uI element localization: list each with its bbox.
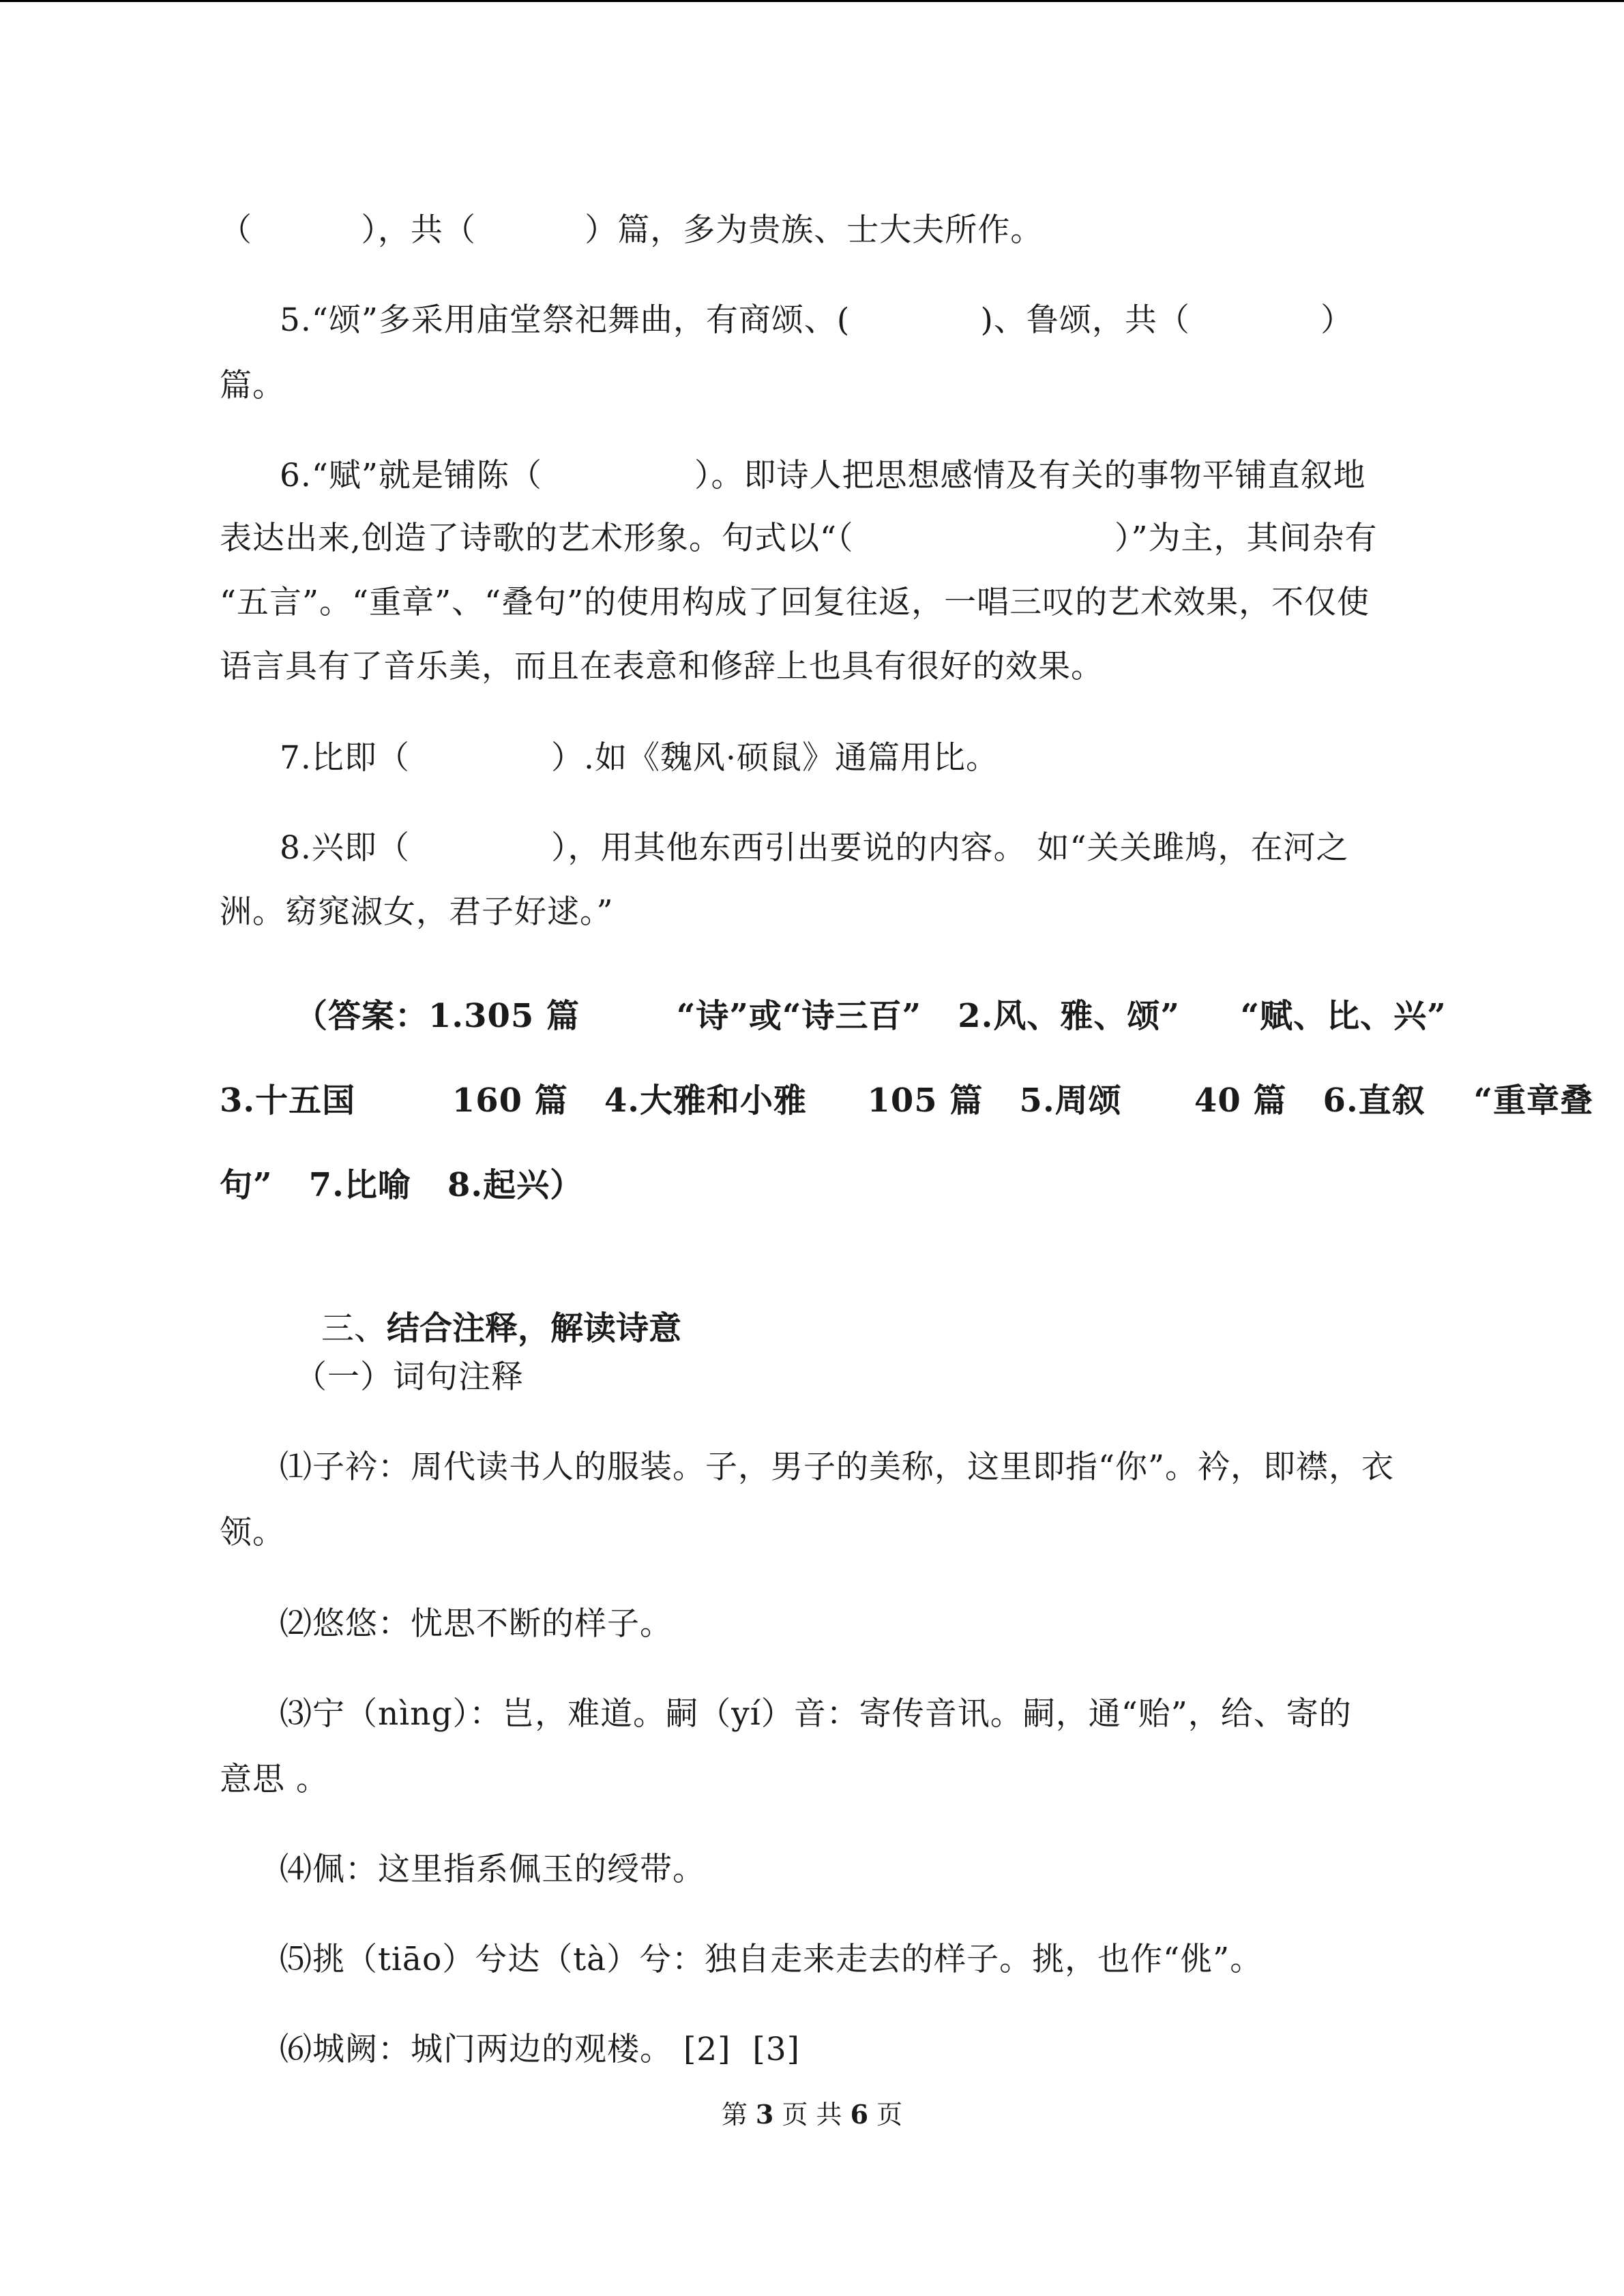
note-2: ⑵悠悠：忧思不断的样子。: [280, 1605, 673, 1643]
section-title-prefix: 三、: [321, 1309, 387, 1347]
note-3-line-1: ⑶宁（nìng）：岂，难道。嗣（yí）音：寄传音讯。嗣，通“贻”，给、寄的: [280, 1695, 1352, 1733]
note-3-line-2: 意思 。: [220, 1761, 329, 1798]
question-8-line-2: 洲。窈窕淑女，君子好逑。”: [220, 893, 614, 931]
note-4: ⑷佩：这里指系佩玉的绶带。: [280, 1851, 705, 1888]
note-1-line-1: ⑴子衿：周代读书人的服装。子，男子的美称，这里即指“你”。衿，即襟，衣: [280, 1448, 1395, 1486]
footer-middle: 页 共: [773, 2100, 851, 2130]
footer-total-pages: 6: [850, 2099, 869, 2130]
question-6-line-4: 语言具有了音乐美，而且在表意和修辞上也具有很好的效果。: [220, 648, 1104, 685]
answer-line-3: 句” 7.比喻 8.起兴）: [220, 1166, 584, 1204]
question-6-line-3: “五言”。“重章”、“叠句”的使用构成了回复往返，一唱三叹的艺术效果，不仅使: [220, 584, 1370, 621]
answer-line-2: 3.十五国 160 篇 4.大雅和小雅 105 篇 5.周颂 40 篇 6.直叙 “重章叠: [220, 1082, 1594, 1120]
page-footer: [0, 2098, 1624, 2132]
question-5-line-1: 5.“颂”多采用庙堂祭祀舞曲，有商颂、( )、鲁颂，共（ ）: [280, 301, 1354, 339]
note-5: ⑸挑（tiāo）兮达（tà）兮：独自走来走去的样子。挑，也作“佻”。: [280, 1941, 1263, 1978]
note-6: ⑹城阙：城门两边的观楼。 [2] [3]: [280, 2031, 800, 2068]
answer-line-1: （答案：1.305 篇 “诗”或“诗三百” 2.风、雅、颂” “赋、比、兴”: [295, 997, 1447, 1035]
question-6-line-2: 表达出来,创造了诗歌的艺术形象。句式以“（ ）”为主，其间杂有: [220, 520, 1378, 557]
question-6-line-1: 6.“赋”就是铺陈（ ）。即诗人把思想感情及有关的事物平铺直叙地: [280, 457, 1366, 494]
note-1-line-2: 领。: [220, 1514, 285, 1551]
text-line-1: （ ），共（ ）篇，多为贵族、士大夫所作。: [220, 211, 1044, 249]
footer-suffix: 页: [868, 2100, 903, 2130]
footer-current-page: 3: [755, 2099, 774, 2130]
subsection-title: （一）词句注释: [295, 1358, 524, 1396]
question-5-line-2: 篇。: [220, 367, 285, 404]
footer-prefix: 第: [721, 2100, 756, 2130]
section-title-text: 结合注释，解读诗意: [387, 1309, 682, 1347]
question-8-line-1: 8.兴即（ ），用其他东西引出要说的内容。 如“关关雎鸠，在河之: [280, 829, 1349, 867]
question-7-line: 7.比即（ ）.如《魏风·硕鼠》通篇用比。: [280, 739, 999, 777]
